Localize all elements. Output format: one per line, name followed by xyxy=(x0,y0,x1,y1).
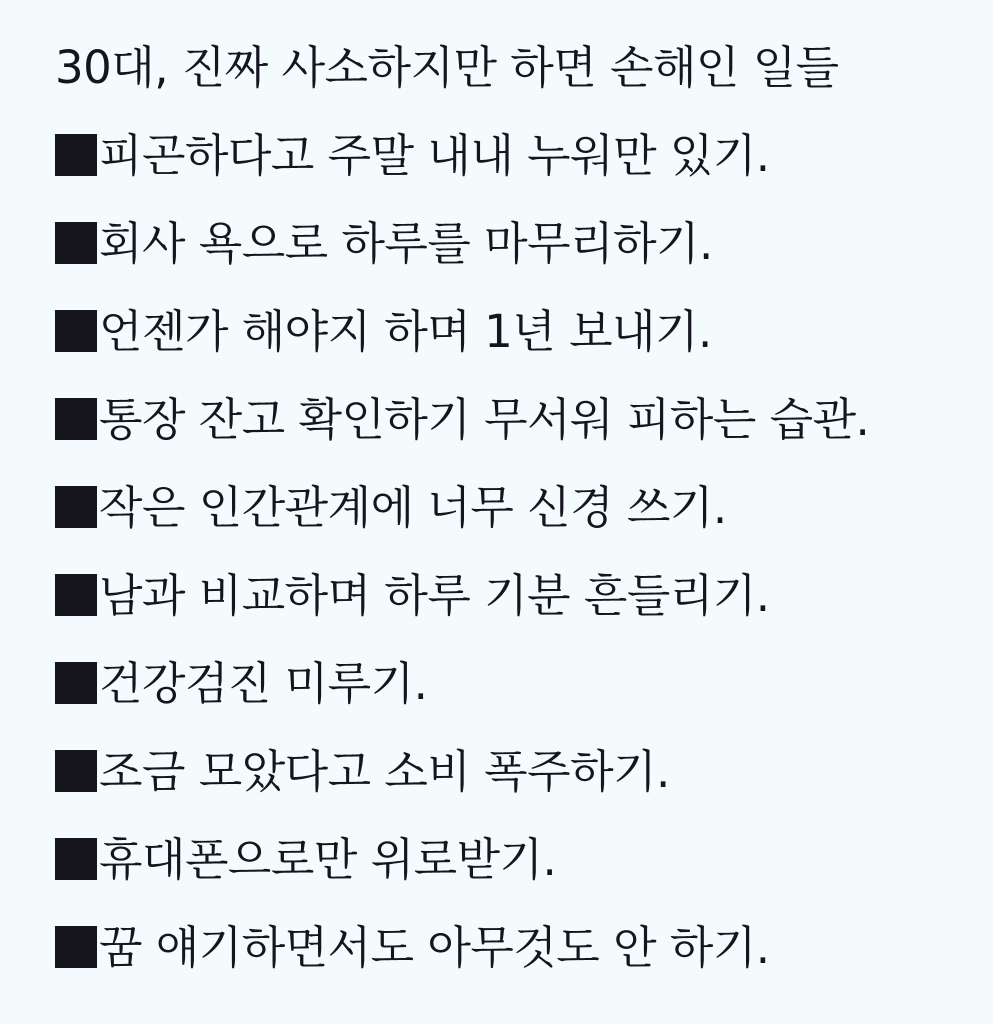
list-item-4 xyxy=(55,390,983,450)
list-item-2 xyxy=(55,214,983,274)
black-square-icon xyxy=(55,926,97,968)
black-square-icon xyxy=(55,486,97,528)
list-item-text: 회사 욕으로 하루를 마무리하기. xyxy=(99,217,713,270)
black-square-icon xyxy=(55,398,97,440)
black-square-icon xyxy=(55,838,97,880)
black-square-icon xyxy=(55,310,97,352)
list-item-text: 건강검진 미루기. xyxy=(99,657,428,710)
list-item-text: 휴대폰으로만 위로받기. xyxy=(99,833,557,886)
black-square-icon xyxy=(55,750,97,792)
list-item-7 xyxy=(55,654,983,714)
black-square-icon xyxy=(55,662,97,704)
list-item-text: 작은 인간관계에 너무 신경 쓰기. xyxy=(99,481,727,534)
list-item-1 xyxy=(55,126,983,186)
list-item-text: 꿈 얘기하면서도 아무것도 안 하기. xyxy=(99,921,770,974)
page-title: 30대, 진짜 사소하지만 하면 손해인 일들 xyxy=(55,41,839,94)
list-item-text: 피곤하다고 주말 내내 누워만 있기. xyxy=(99,129,770,182)
list-item-6 xyxy=(55,566,983,626)
list-item-text: 통장 잔고 확인하기 무서워 피하는 습관. xyxy=(99,393,870,446)
list-item-text: 조금 모았다고 소비 폭주하기. xyxy=(99,745,670,798)
list-item-10 xyxy=(55,918,983,978)
black-square-icon xyxy=(55,574,97,616)
list-item-5 xyxy=(55,478,983,538)
list-item-9 xyxy=(55,830,983,890)
black-square-icon xyxy=(55,134,97,176)
list-item-3 xyxy=(55,302,983,362)
black-square-icon xyxy=(55,222,97,264)
list-item-text: 남과 비교하며 하루 기분 흔들리기. xyxy=(99,569,770,622)
list-item-text: 언젠가 해야지 하며 1년 보내기. xyxy=(99,305,712,358)
list-item-8 xyxy=(55,742,983,802)
